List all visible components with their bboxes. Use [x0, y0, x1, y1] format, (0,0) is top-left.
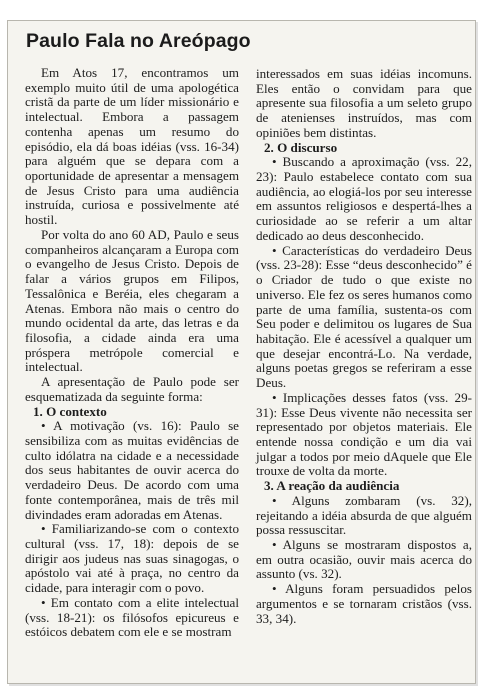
bullet-cultural-context: • Familiarizando-se com o contexto cultural (vss. 17, 18): depois de se dirigir aos judeus nas suas sinagogas, o apóstolo vai até à praça, no centro da cidade, para interagir com o povo. [25, 521, 239, 596]
sidebar-box [7, 20, 476, 684]
left-column [25, 66, 239, 640]
bullet-approach: • Buscando a aproximação (vss. 22, 23): Paulo estabelece contato com sua audiência, ao elogiá-los por seu interesse em assuntos religiosos e despertá-lhes a curiosidade ao se referir a um altar dedicado ao deus desconhecido. [256, 154, 472, 243]
bullet-implications: • Implicações desses fatos (vss. 29-31): Esse Deus vivente não necessita ser representado por objetos materiais. Ele entende nossa condição e um dia vai julgar a todos por meio dAquele que Ele trouxe de volta da morte. [256, 389, 472, 479]
bullet-motivation: • A motivação (vs. 16): Paulo se sensibiliza com as muitas evidências de culto idólatra na cidade e a necessidade dos seus habitantes de ouvir acerca do verdadeiro Deus. De acordo com uma fonte contemporânea, mais de três mil divindades eram adoradas em Atenas. [25, 418, 239, 522]
outline-paragraph: A apresentação de Paulo pode ser esquematizada da seguinte forma: [25, 374, 239, 404]
section-heading-reaction: 3. A reação da audiência [264, 478, 400, 494]
section-heading-context: 1. O contexto [33, 403, 107, 419]
section-heading-speech: 2. O discurso [264, 139, 338, 155]
bullet-intellectual-elite: • Em contato com a elite intelectual (vss. 18-21): os filósofos epicureus e estóicos debatem com ele e se mostram [25, 594, 239, 640]
continued-paragraph: interessados em suas idéias incomuns. Eles então o convidam para que apresente sua filosofia a um seleto grupo de atenienses instruídos, mas com opiniões bem distintas. [256, 66, 472, 140]
right-column [256, 67, 472, 626]
history-paragraph: Por volta do ano 60 AD, Paulo e seus companheiros alcançaram a Europa com o evangelho de Jesus Cristo. Depois de falar a vários grupos em Filipos, Tessalônica e Beréia, eles chegaram a Atenas. Embora não mais o centro do mundo ocidental da arte, das letras e da filosofia, a cidade ainda era uma próspera metrópole comercial e intelectual. [25, 226, 239, 375]
intro-paragraph: Em Atos 17, encontramos um exemplo muito útil de uma apologética cristã da parte de um líder missionário e intelectual. Embora a passagem contenha apenas um resumo do episódio, ela dá boas idéias (vss. 16-34) para alguém que se depara com a oportunidade de apresentar a mensagem de Jesus Cristo para uma audiência instruída, curiosa e possivelmente até hostil. [25, 65, 239, 228]
bullet-willing: • Alguns se mostraram dispostos a, em outra ocasião, ouvir mais acerca do assunto (vs. 32). [256, 537, 472, 582]
bullet-true-god: • Características do verdadeiro Deus (vss. 23-28): Esse “deus desconhecido” é o Criador de tudo o que existe no universo. Ele fez os seres humanos como parte de uma família, sustenta-os com Seu poder e delimitou os lugares de Sua habitação. Ele é acessível a qualquer um que desejar encontrá-Lo. Na verdade, alguns poetas gregos se referiram a esse Deus. [256, 242, 472, 391]
bullet-persuaded: • Alguns foram persuadidos pelos argumentos e se tornaram cristãos (vss. 33, 34). [256, 581, 472, 626]
bullet-mocked: • Alguns zombaram (vs. 32), rejeitando a idéia absurda de que alguém possa ressuscitar. [256, 492, 472, 538]
article-title: Paulo Fala no Areópago [26, 30, 251, 52]
